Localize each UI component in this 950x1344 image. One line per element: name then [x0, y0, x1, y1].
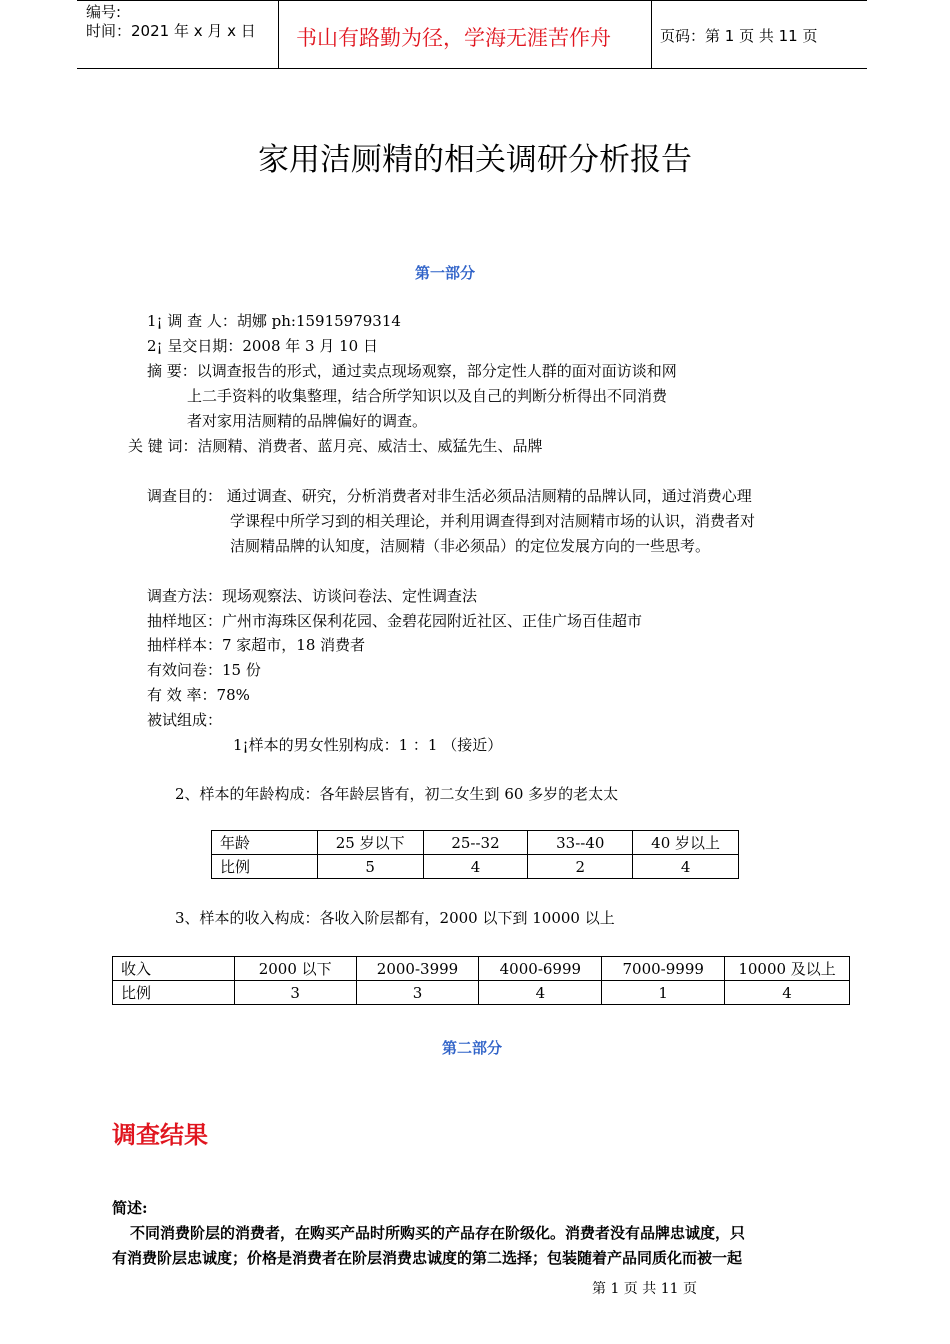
table-cell: 比例: [212, 855, 318, 879]
table-row: [113, 957, 850, 981]
table-cell: 25 岁以下: [317, 831, 423, 855]
abstract-line-1: 摘 要：以调查报告的形式，通过卖点现场观察，部分定性人群的面对面访谈和网: [147, 362, 677, 380]
valid-rate-line: 有 效 率：78%: [147, 686, 250, 704]
header-page-info: 页码：第 1 页 共 11 页: [660, 27, 818, 45]
composition-label: 被试组成：: [147, 711, 223, 729]
sample-area-line: 抽样地区：广州市海珠区保利花园、金碧花园附近社区、正佳广场百佳超市: [147, 612, 643, 630]
table-cell: 比例: [113, 981, 235, 1005]
table-cell: 2000-3999: [356, 957, 479, 981]
results-heading: 调查结果: [112, 1121, 208, 1149]
header-time-label: 时间：2021 年 x 月 x 日: [86, 22, 256, 40]
table-cell: 33--40: [528, 831, 633, 855]
table-cell: 4: [423, 855, 528, 879]
valid-questionnaire-line: 有效问卷：15 份: [147, 661, 261, 679]
header-bottom-rule: [77, 68, 867, 69]
summary-line-1: 不同消费阶层的消费者，在购买产品时所购买的产品存在阶级化。消费者没有品牌忠诚度，只: [130, 1224, 746, 1242]
purpose-line-2: 学课程中所学习到的相关理论，并利用调查得到对洁厕精市场的认识，消费者对: [230, 512, 756, 530]
page-footer: 第 1 页 共 11 页: [592, 1281, 697, 1297]
age-composition-line: 2、样本的年龄构成：各年龄层皆有，初二女生到 60 多岁的老太太: [175, 785, 619, 803]
table-cell: 5: [317, 855, 423, 879]
header-top-rule: [77, 0, 867, 1]
table-cell: 10000 及以上: [725, 957, 850, 981]
purpose-line-1: 调查目的： 通过调查、研究，分析消费者对非生活必须品洁厕精的品牌认同，通过消费心理: [147, 487, 752, 505]
date-line: 2¡ 呈交日期：2008 年 3 月 10 日: [147, 337, 378, 355]
sample-size-line: 抽样样本：7 家超市，18 消费者: [147, 636, 366, 654]
table-cell: 3: [356, 981, 479, 1005]
part-one-heading: 第一部分: [414, 264, 475, 282]
table-row: [212, 831, 739, 855]
income-composition-line: 3、样本的收入构成：各收入阶层都有，2000 以下到 10000 以上: [175, 909, 615, 927]
age-table: [211, 830, 739, 879]
table-cell: 7000-9999: [602, 957, 725, 981]
table-row: [212, 855, 739, 879]
table-cell: 40 岁以上: [633, 831, 739, 855]
summary-line-2: 有消费阶层忠诚度；价格是消费者在阶层消费忠诚度的第二选择；包装随着产品同质化而被一起: [112, 1249, 743, 1267]
abstract-line-2: 上二手资料的收集整理，结合所学知识以及自己的判断分析得出不同消费: [187, 387, 668, 405]
header-number-label: 编号:: [86, 3, 122, 21]
table-cell: 4: [479, 981, 602, 1005]
investigator-line: 1¡ 调 查 人：胡娜 ph:15915979314: [147, 312, 401, 330]
table-cell: 2: [528, 855, 633, 879]
income-table: [112, 956, 850, 1005]
header-divider-1: [278, 0, 279, 68]
table-cell: 年龄: [212, 831, 318, 855]
table-cell: 2000 以下: [234, 957, 356, 981]
header-divider-2: [651, 0, 652, 68]
method-line: 调查方法：现场观察法、访谈问卷法、定性调查法: [147, 587, 478, 605]
purpose-line-3: 洁厕精品牌的认知度，洁厕精（非必须品）的定位发展方向的一些思考。: [230, 537, 711, 555]
table-cell: 4: [725, 981, 850, 1005]
document-title: 家用洁厕精的相关调研分析报告: [258, 142, 692, 178]
table-cell: 1: [602, 981, 725, 1005]
keywords-line: 关 键 词：洁厕精、消费者、蓝月亮、威洁士、威猛先生、品牌: [128, 437, 543, 455]
table-cell: 3: [234, 981, 356, 1005]
table-cell: 4000-6999: [479, 957, 602, 981]
header-motto: 书山有路勤为径，学海无涯苦作舟: [296, 26, 611, 50]
table-row: [113, 981, 850, 1005]
table-cell: 4: [633, 855, 739, 879]
summary-label: 简述:: [112, 1199, 148, 1217]
abstract-line-3: 者对家用洁厕精的品牌偏好的调查。: [187, 412, 428, 430]
table-cell: 25--32: [423, 831, 528, 855]
gender-composition-line: 1¡样本的男女性别构成：1 ：1 （接近）: [233, 736, 503, 754]
part-two-heading: 第二部分: [441, 1039, 502, 1057]
table-cell: 收入: [113, 957, 235, 981]
